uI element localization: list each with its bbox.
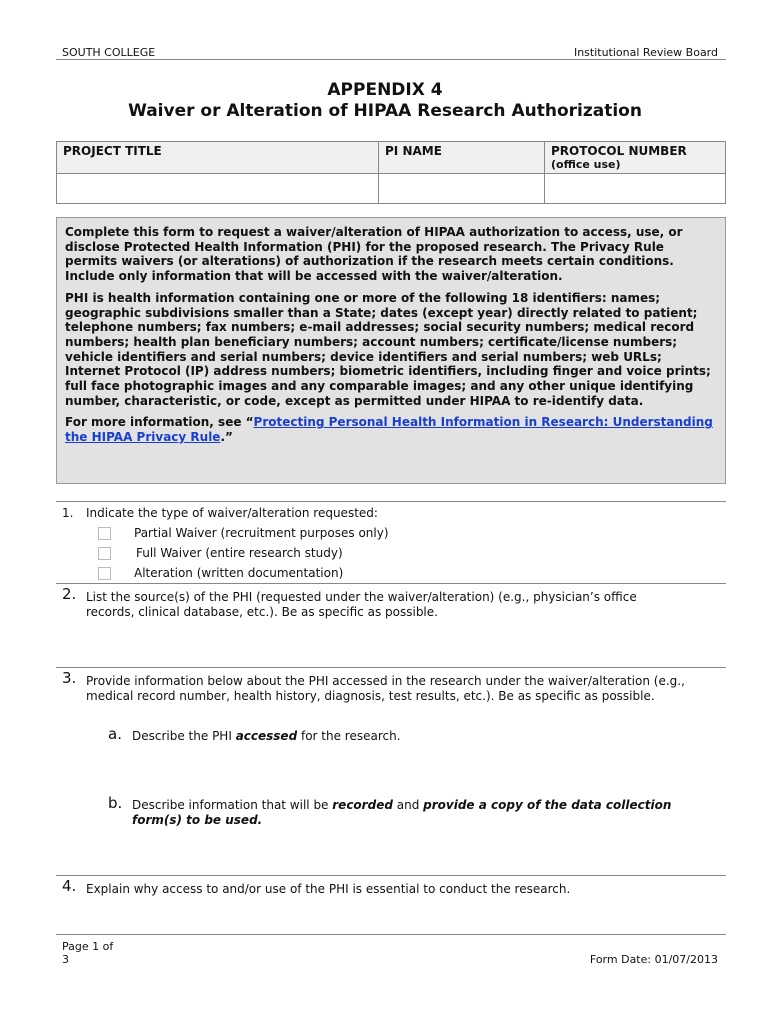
page-header (56, 46, 726, 60)
question-3b (108, 794, 708, 828)
project-info-table (56, 141, 726, 204)
protocol-label-text: PROTOCOL NUMBER (551, 144, 687, 158)
form-date: Form Date: 01/07/2013 (589, 953, 718, 966)
question-2 (62, 585, 682, 620)
question-3b-text (132, 798, 708, 828)
page-number-line1: Page 1 of (62, 940, 114, 953)
question-3a-text (132, 729, 708, 744)
question-3-number: 3. (62, 669, 77, 687)
question-4 (62, 877, 702, 897)
phi-definition-paragraph: PHI is health information containing one or more of the following 18 identifiers: names; geographic subdivisions smaller than a State; dates (except year) directly related to patient; telephone numbers; fax numbers; e-mail addresses; social security numbers; medical record numbers; health plan beneficiary numbers; account numbers; certificate/license numbers; vehicle identifiers and serial numbers; device identifiers and serial numbers; web URLs; Internet Protocol (IP) address numbers; biometric identifiers, including finger and voice prints; full face photographic images and any comparable images; and any other unique identifying number, characteristic, or code, except as permitted under HIPAA to re-identify data. (65, 290, 711, 408)
question-3-text: Provide information below about the PHI accessed in the research under the waiver/alteration (e.g., medical record number, health history, diagnosis, test results, etc.). Be as specific as possible. (86, 674, 685, 703)
pi-name-label: PI NAME (379, 142, 545, 174)
question-3a-text-pre: Describe the PHI (132, 729, 236, 743)
appendix-title: APPENDIX 4 (327, 80, 443, 100)
question-2-number: 2. (62, 585, 77, 603)
instructions-paragraph: Complete this form to request a waiver/alteration of HIPAA authorization to access, use, or disclose Protected Health Information (PHI) for the proposed research. The Privacy Rule permits waivers (or alterations) of authorization if the research meets certain conditions. Include only information that will be accessed with the waiver/alteration. (65, 225, 683, 284)
protocol-number-field[interactable] (545, 174, 726, 204)
divider (56, 501, 726, 502)
divider (56, 583, 726, 584)
project-title-label: PROJECT TITLE (57, 142, 379, 174)
protocol-number-label (545, 142, 726, 174)
partial-waiver-checkbox[interactable] (98, 527, 111, 540)
question-3b-text-pre: Describe information that will be (132, 798, 333, 812)
question-3b-emphasis-recorded: recorded (332, 798, 393, 812)
question-3b-letter: b. (108, 794, 123, 812)
question-4-text: Explain why access to and/or use of the PHI is essential to conduct the research. (86, 882, 571, 896)
full-waiver-checkbox[interactable] (98, 547, 111, 560)
page-number-line2: 3 (62, 953, 69, 966)
question-2-text: List the source(s) of the PHI (requested under the waiver/alteration) (e.g., physician’s office records, clinical database, etc.). Be as specific as possible. (86, 590, 637, 619)
more-info-suffix: .” (220, 430, 233, 445)
instructions-box (56, 217, 726, 484)
alteration-checkbox[interactable] (98, 567, 111, 580)
page-number (62, 940, 113, 966)
question-1-number: 1. (62, 506, 74, 520)
question-4-number: 4. (62, 877, 77, 895)
question-3b-emphasis-copy: provide a copy of the data collection form(s) to be used. (132, 798, 672, 827)
project-title-field[interactable] (57, 174, 379, 204)
header-org: SOUTH COLLEGE (62, 46, 156, 59)
more-info-prefix: For more information, see “ (65, 415, 254, 430)
question-3 (62, 669, 688, 704)
more-info-paragraph (65, 415, 717, 444)
question-3b-text-mid: and (392, 798, 424, 812)
partial-waiver-label: Partial Waiver (recruitment purposes only) (134, 526, 389, 540)
question-3a-letter: a. (108, 725, 122, 743)
question-3a-text-post: for the research. (297, 729, 401, 743)
pi-name-field[interactable] (379, 174, 545, 204)
alteration-label: Alteration (written documentation) (134, 566, 344, 580)
protocol-sub-label: (office use) (551, 158, 621, 171)
hipaa-privacy-rule-link[interactable]: Protecting Personal Health Information in Research: Understanding the HIPAA Privacy Rule (65, 415, 713, 445)
full-waiver-label: Full Waiver (entire research study) (136, 546, 343, 560)
question-1 (62, 506, 722, 521)
question-1-text: Indicate the type of waiver/alteration requested: (86, 506, 378, 520)
question-3a-emphasis: accessed (235, 729, 298, 743)
divider (56, 667, 726, 668)
question-3a (108, 725, 708, 744)
form-title: Waiver or Alteration of HIPAA Research Authorization (128, 101, 642, 121)
header-board: Institutional Review Board (573, 46, 718, 59)
page-footer (56, 934, 726, 974)
divider (56, 875, 726, 876)
